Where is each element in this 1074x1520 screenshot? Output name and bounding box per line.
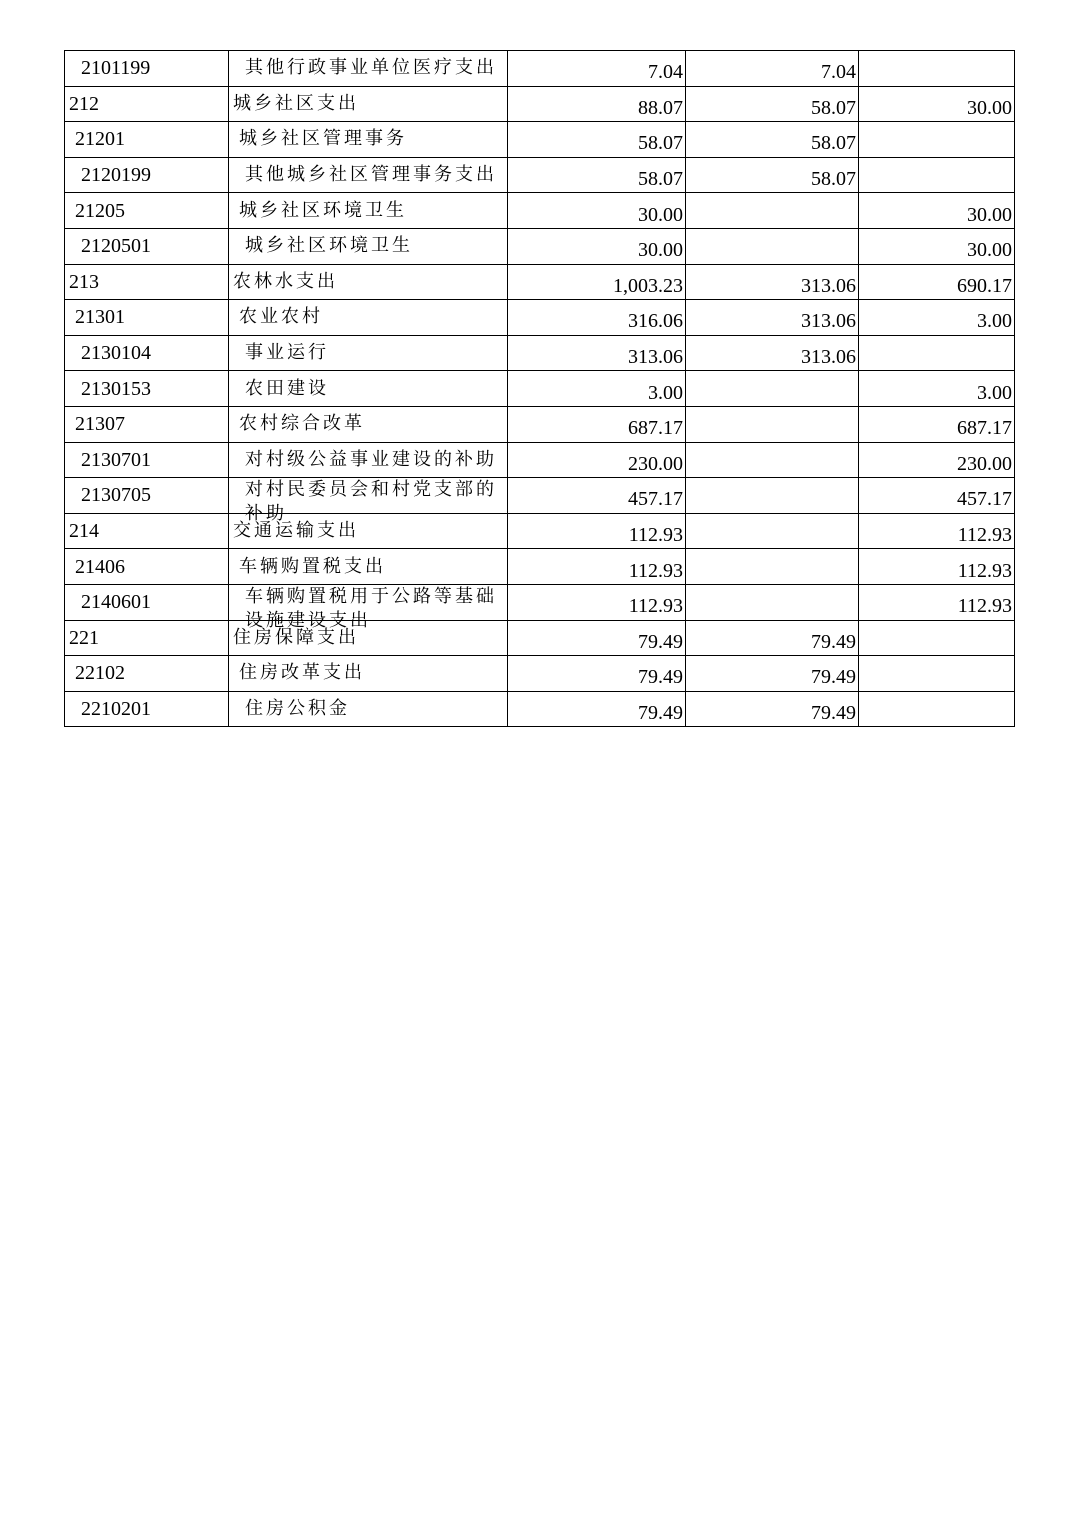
subject-code-cell: 2120501 <box>65 228 229 264</box>
project-expenditure-cell <box>859 51 1015 87</box>
total-amount-cell <box>508 513 686 549</box>
basic-expenditure-cell-value: 58.07 <box>811 132 856 155</box>
basic-expenditure-cell-value: 79.49 <box>811 666 856 689</box>
project-expenditure-cell <box>859 478 1015 514</box>
total-amount-cell-value: 687.17 <box>628 417 683 440</box>
basic-expenditure-cell <box>686 584 859 620</box>
subject-name-cell <box>229 478 508 525</box>
project-expenditure-cell-value: 230.00 <box>957 452 1012 475</box>
project-expenditure-cell <box>859 406 1015 442</box>
basic-expenditure-cell <box>686 228 859 264</box>
basic-expenditure-cell <box>686 51 859 87</box>
project-expenditure-cell-value: 30.00 <box>967 239 1012 262</box>
table-row <box>65 371 1015 407</box>
table-body <box>65 51 1015 727</box>
total-amount-cell <box>508 157 686 193</box>
subject-name-cell: 农村综合改革 <box>229 406 508 442</box>
project-expenditure-cell-value: 30.00 <box>967 96 1012 119</box>
subject-code-cell: 21307 <box>65 406 229 442</box>
subject-code-cell: 221 <box>65 620 229 656</box>
project-expenditure-cell <box>859 228 1015 264</box>
total-amount-cell-value: 112.93 <box>628 524 683 547</box>
subject-code-cell: 21201 <box>65 122 229 158</box>
subject-name-cell: 住房保障支出 <box>229 620 508 656</box>
basic-expenditure-cell <box>686 157 859 193</box>
table-row <box>65 264 1015 300</box>
table-row <box>65 584 1015 620</box>
basic-expenditure-cell <box>686 371 859 407</box>
total-amount-cell-value: 30.00 <box>638 203 683 226</box>
project-expenditure-cell-value: 30.00 <box>967 203 1012 226</box>
table-row <box>65 300 1015 336</box>
total-amount-cell <box>508 584 686 620</box>
basic-expenditure-cell-value: 79.49 <box>811 701 856 724</box>
table-row <box>65 335 1015 371</box>
total-amount-cell-value: 79.49 <box>638 666 683 689</box>
project-expenditure-cell <box>859 442 1015 478</box>
table-row <box>65 620 1015 656</box>
basic-expenditure-cell-value: 7.04 <box>821 61 856 84</box>
table-row <box>65 122 1015 158</box>
total-amount-cell-value: 79.49 <box>638 701 683 724</box>
subject-name-cell: 住房公积金 <box>229 691 508 727</box>
subject-name-cell: 城乡社区支出 <box>229 86 508 122</box>
subject-code-cell: 214 <box>65 513 229 549</box>
subject-name-cell: 交通运输支出 <box>229 513 508 549</box>
table-row <box>65 442 1015 478</box>
basic-expenditure-cell <box>686 193 859 229</box>
total-amount-cell-value: 112.93 <box>628 595 683 618</box>
project-expenditure-cell <box>859 157 1015 193</box>
project-expenditure-cell-value: 112.93 <box>957 559 1012 582</box>
basic-expenditure-cell <box>686 549 859 585</box>
subject-code-cell: 21205 <box>65 193 229 229</box>
basic-expenditure-cell-value: 79.49 <box>811 630 856 653</box>
total-amount-cell-value: 30.00 <box>638 239 683 262</box>
total-amount-cell-value: 7.04 <box>648 61 683 84</box>
table-row <box>65 691 1015 727</box>
basic-expenditure-cell <box>686 656 859 692</box>
total-amount-cell <box>508 478 686 514</box>
subject-name-cell: 其他城乡社区管理事务支出 <box>229 157 508 193</box>
subject-name-cell: 农林水支出 <box>229 264 508 300</box>
total-amount-cell <box>508 86 686 122</box>
subject-code-cell: 2140601 <box>65 584 229 620</box>
subject-code-cell: 22102 <box>65 656 229 692</box>
basic-expenditure-cell <box>686 335 859 371</box>
total-amount-cell-value: 112.93 <box>628 559 683 582</box>
basic-expenditure-cell-value: 58.07 <box>811 96 856 119</box>
table-row <box>65 157 1015 193</box>
basic-expenditure-cell <box>686 264 859 300</box>
project-expenditure-cell-value: 690.17 <box>957 274 1012 297</box>
project-expenditure-cell <box>859 264 1015 300</box>
subject-name-cell: 其他行政事业单位医疗支出 <box>229 51 508 87</box>
subject-name-cell: 事业运行 <box>229 335 508 371</box>
total-amount-cell <box>508 122 686 158</box>
total-amount-cell <box>508 549 686 585</box>
subject-code-cell: 2120199 <box>65 157 229 193</box>
subject-name-cell: 对村级公益事业建设的补助 <box>229 442 508 478</box>
subject-name-cell: 城乡社区环境卫生 <box>229 228 508 264</box>
total-amount-cell-value: 457.17 <box>628 488 683 511</box>
total-amount-cell <box>508 51 686 87</box>
project-expenditure-cell <box>859 656 1015 692</box>
subject-code-cell: 21406 <box>65 549 229 585</box>
total-amount-cell <box>508 656 686 692</box>
subject-code-cell: 213 <box>65 264 229 300</box>
project-expenditure-cell <box>859 371 1015 407</box>
subject-name-cell: 农业农村 <box>229 300 508 336</box>
basic-expenditure-cell-value: 313.06 <box>801 274 856 297</box>
total-amount-cell-value: 313.06 <box>628 346 683 369</box>
subject-code-cell: 2101199 <box>65 51 229 87</box>
project-expenditure-cell <box>859 691 1015 727</box>
total-amount-cell <box>508 406 686 442</box>
project-expenditure-cell <box>859 122 1015 158</box>
total-amount-cell-value: 230.00 <box>628 452 683 475</box>
subject-code-cell: 21301 <box>65 300 229 336</box>
subject-code-cell: 2130701 <box>65 442 229 478</box>
subject-name-cell: 城乡社区环境卫生 <box>229 193 508 229</box>
total-amount-cell-value: 1,003.23 <box>613 274 683 297</box>
table-row <box>65 406 1015 442</box>
subject-code-cell: 212 <box>65 86 229 122</box>
basic-expenditure-cell <box>686 691 859 727</box>
project-expenditure-cell-value: 687.17 <box>957 417 1012 440</box>
total-amount-cell-value: 316.06 <box>628 310 683 333</box>
project-expenditure-cell <box>859 86 1015 122</box>
total-amount-cell-value: 58.07 <box>638 132 683 155</box>
subject-name-cell: 车辆购置税支出 <box>229 549 508 585</box>
subject-name-cell: 城乡社区管理事务 <box>229 122 508 158</box>
project-expenditure-cell <box>859 620 1015 656</box>
project-expenditure-cell <box>859 335 1015 371</box>
project-expenditure-cell-value: 112.93 <box>957 524 1012 547</box>
basic-expenditure-cell <box>686 513 859 549</box>
subject-name-cell <box>229 584 508 631</box>
subject-code-cell: 2210201 <box>65 691 229 727</box>
total-amount-cell <box>508 691 686 727</box>
subject-code-cell: 2130705 <box>65 478 229 514</box>
basic-expenditure-cell <box>686 478 859 514</box>
basic-expenditure-cell <box>686 122 859 158</box>
basic-expenditure-cell <box>686 442 859 478</box>
subject-code-cell: 2130104 <box>65 335 229 371</box>
total-amount-cell <box>508 620 686 656</box>
subject-name-cell: 农田建设 <box>229 371 508 407</box>
total-amount-cell <box>508 335 686 371</box>
total-amount-cell-value: 88.07 <box>638 96 683 119</box>
table-row <box>65 656 1015 692</box>
project-expenditure-cell-value: 3.00 <box>977 381 1012 404</box>
subject-name-text: 车辆购置税用于公路等基础设施建设支出 <box>245 585 497 631</box>
total-amount-cell <box>508 264 686 300</box>
table-row <box>65 51 1015 87</box>
subject-code-cell: 2130153 <box>65 371 229 407</box>
basic-expenditure-cell-value: 58.07 <box>811 168 856 191</box>
table-row <box>65 193 1015 229</box>
basic-expenditure-cell-value: 313.06 <box>801 346 856 369</box>
total-amount-cell-value: 3.00 <box>648 381 683 404</box>
subject-name-text: 对村民委员会和村党支部的补助 <box>245 479 497 525</box>
project-expenditure-cell <box>859 513 1015 549</box>
basic-expenditure-cell <box>686 620 859 656</box>
table-row <box>65 478 1015 514</box>
total-amount-cell <box>508 228 686 264</box>
project-expenditure-cell-value: 3.00 <box>977 310 1012 333</box>
total-amount-cell-value: 58.07 <box>638 168 683 191</box>
total-amount-cell <box>508 300 686 336</box>
basic-expenditure-cell <box>686 300 859 336</box>
subject-name-cell: 住房改革支出 <box>229 656 508 692</box>
project-expenditure-cell-value: 457.17 <box>957 488 1012 511</box>
project-expenditure-cell-value: 112.93 <box>957 595 1012 618</box>
project-expenditure-cell <box>859 193 1015 229</box>
basic-expenditure-cell <box>686 86 859 122</box>
project-expenditure-cell <box>859 300 1015 336</box>
total-amount-cell <box>508 442 686 478</box>
total-amount-cell <box>508 371 686 407</box>
total-amount-cell <box>508 193 686 229</box>
table-row <box>65 228 1015 264</box>
basic-expenditure-cell <box>686 406 859 442</box>
table-row <box>65 513 1015 549</box>
table-row <box>65 549 1015 585</box>
budget-expenditure-table <box>64 50 1015 727</box>
table-row <box>65 86 1015 122</box>
project-expenditure-cell <box>859 549 1015 585</box>
project-expenditure-cell <box>859 584 1015 620</box>
total-amount-cell-value: 79.49 <box>638 630 683 653</box>
basic-expenditure-cell-value: 313.06 <box>801 310 856 333</box>
